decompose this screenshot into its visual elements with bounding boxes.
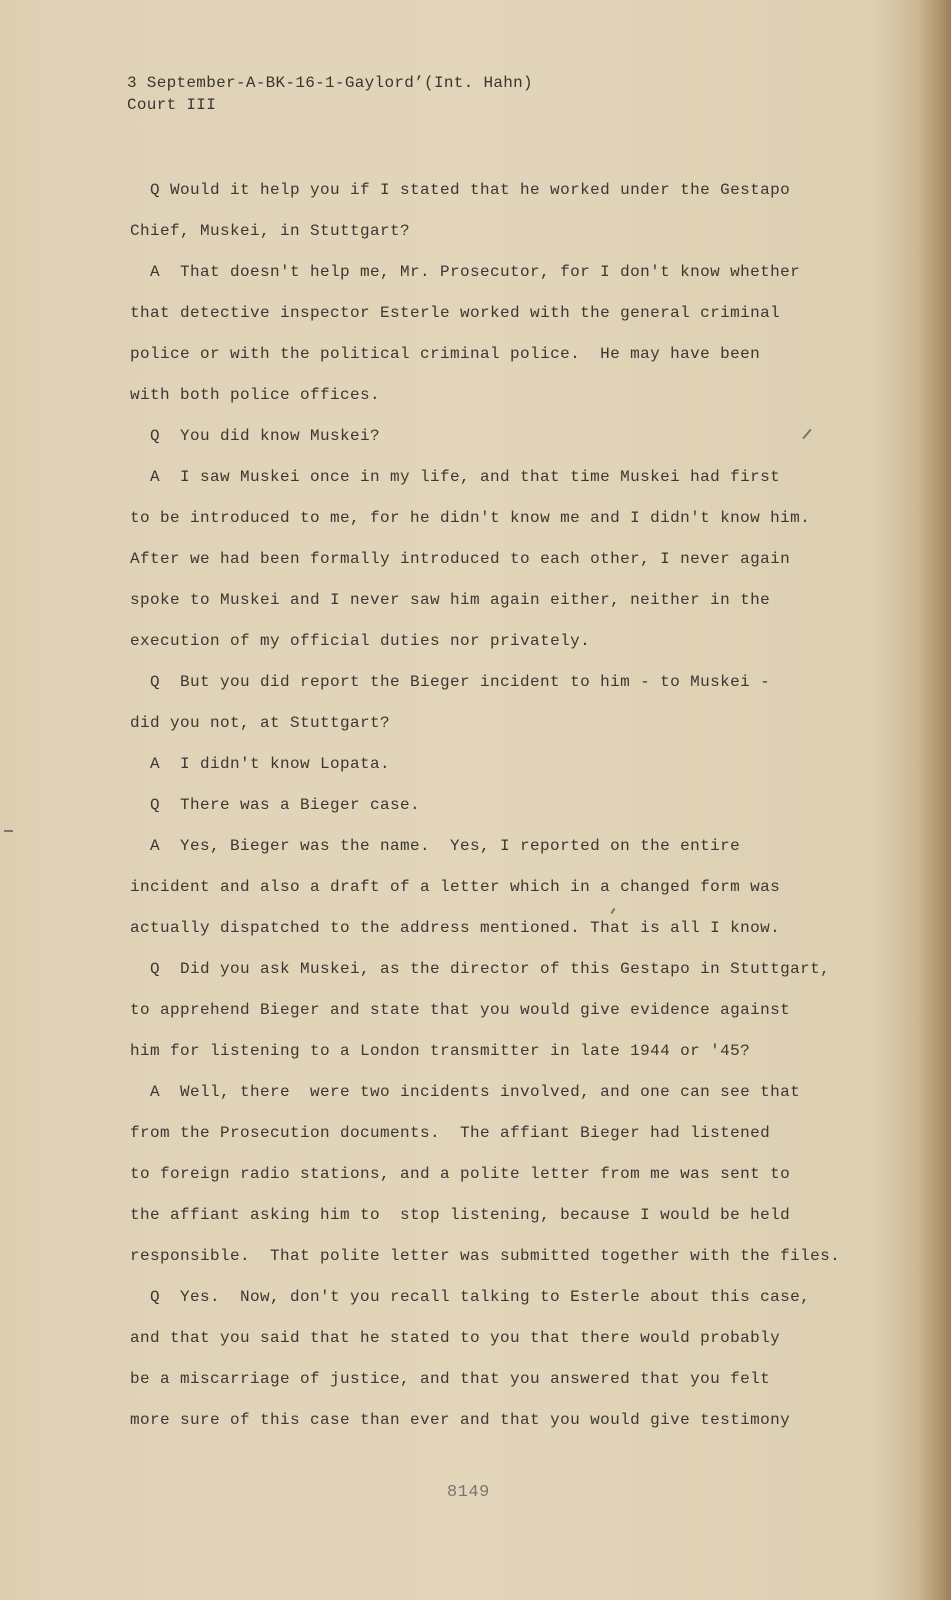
transcript-line: actually dispatched to the address mentioned. That is all I know.: [130, 919, 781, 937]
transcript-line: to be introduced to me, for he didn't know me and I didn't know him.: [130, 509, 811, 527]
transcript-line: execution of my official duties nor privately.: [130, 632, 591, 650]
transcript-line: A Yes, Bieger was the name. Yes, I reported on the entire: [150, 837, 741, 855]
transcript-line: Q Yes. Now, don't you recall talking to Esterle about this case,: [150, 1288, 811, 1306]
transcript-line: the affiant asking him to stop listening, because I would be held: [130, 1206, 791, 1224]
transcript-line: with both police offices.: [130, 386, 381, 404]
transcript-line: that detective inspector Esterle worked with the general criminal: [130, 304, 781, 322]
document-header: [127, 72, 533, 116]
transcript-line: more sure of this case than ever and that you would give testimony: [130, 1411, 791, 1429]
transcript-line: police or with the political criminal police. He may have been: [130, 345, 761, 363]
transcript-line: and that you said that he stated to you that there would probably: [130, 1329, 781, 1347]
transcript-line: Q Would it help you if I stated that he worked under the Gestapo: [150, 181, 791, 199]
transcript-line: incident and also a draft of a letter which in a changed form was: [130, 878, 781, 896]
transcript-line: to apprehend Bieger and state that you would give evidence against: [130, 1001, 791, 1019]
page-number: 8149: [447, 1483, 490, 1502]
transcript-body: [130, 170, 890, 1441]
transcript-line: Q You did know Muskei?: [150, 427, 381, 445]
transcript-line: from the Prosecution documents. The affiant Bieger had listened: [130, 1124, 771, 1142]
transcript-line: A I didn't know Lopata.: [150, 755, 391, 773]
header-session-line: 3 September-A-BK-16-1-Gaylord’(Int. Hahn): [127, 74, 533, 92]
transcript-line: to foreign radio stations, and a polite letter from me was sent to: [130, 1165, 791, 1183]
stray-mark: [4, 830, 13, 832]
transcript-line: Chief, Muskei, in Stuttgart?: [130, 222, 411, 240]
transcript-line: did you not, at Stuttgart?: [130, 714, 391, 732]
transcript-line: A That doesn't help me, Mr. Prosecutor, for I don't know whether: [150, 263, 801, 281]
transcript-line: Q Did you ask Muskei, as the director of this Gestapo in Stuttgart,: [150, 960, 831, 978]
transcript-line: responsible. That polite letter was submitted together with the files.: [130, 1247, 841, 1265]
transcript-line: spoke to Muskei and I never saw him again either, neither in the: [130, 591, 771, 609]
transcript-line: After we had been formally introduced to each other, I never again: [130, 550, 791, 568]
transcript-line: A Well, there were two incidents involved, and one can see that: [150, 1083, 801, 1101]
page-edge-shadow: [917, 0, 951, 1600]
transcript-line: be a miscarriage of justice, and that you answered that you felt: [130, 1370, 771, 1388]
header-court-line: Court III: [127, 96, 217, 114]
transcript-line: him for listening to a London transmitter in late 1944 or '45?: [130, 1042, 751, 1060]
transcript-line: A I saw Muskei once in my life, and that time Muskei had first: [150, 468, 781, 486]
transcript-line: Q But you did report the Bieger incident to him - to Muskei -: [150, 673, 771, 691]
transcript-line: Q There was a Bieger case.: [150, 796, 421, 814]
